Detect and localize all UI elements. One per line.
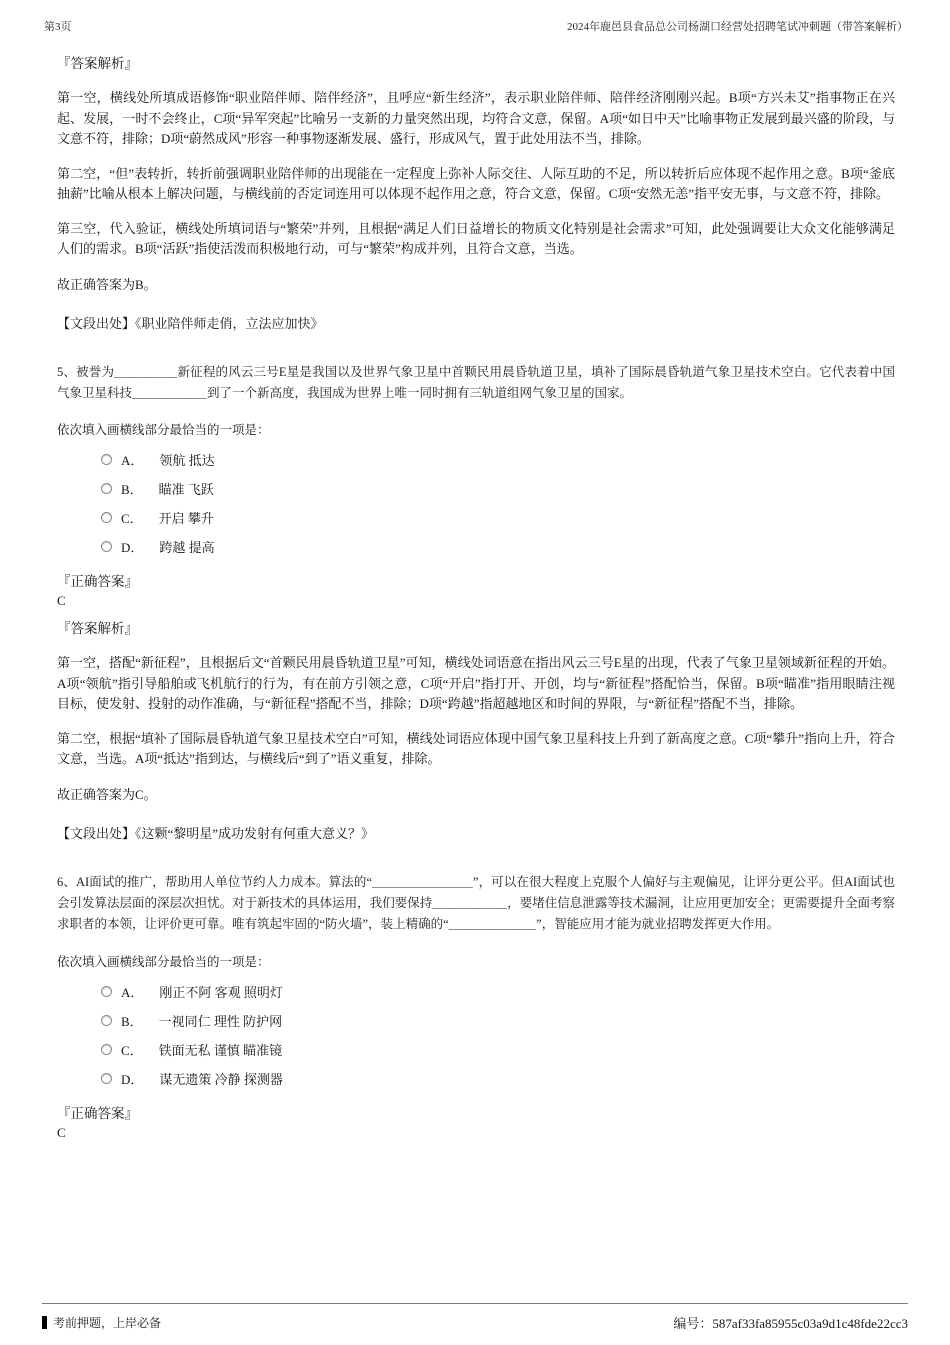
option-text: 铁面无私 谨慎 瞄准镜	[158, 1042, 283, 1058]
options-prompt: 依次填入画横线部分最恰当的一项是：	[57, 423, 270, 438]
option-text: 领航 抵达	[159, 453, 215, 469]
page-header	[44, 18, 908, 34]
answer-analysis-heading: 『答案解析』	[57, 621, 138, 637]
passage-source: 【文段出处】《职业陪伴师走俏，立法应加快》	[57, 315, 324, 331]
options-group-q5	[101, 450, 895, 556]
radio-button-icon[interactable]	[101, 483, 112, 494]
document-body	[57, 46, 895, 1149]
radio-button-icon[interactable]	[101, 1044, 112, 1055]
option-text: 刚正不阿 客观 照明灯	[159, 984, 283, 1000]
option-q5-a[interactable]	[101, 450, 895, 469]
radio-button-icon[interactable]	[101, 1015, 112, 1026]
option-letter: D．	[121, 1071, 144, 1087]
option-letter: C．	[121, 1042, 143, 1058]
option-letter: B．	[121, 482, 143, 498]
question-stem: 5、被誉为＿＿＿＿＿新征程的风云三号E星是我国以及世界气象卫星中首颗民用晨昏轨道卫星，填补了国际晨昏轨道气象卫星技术空白。它代表着中国气象卫星科技＿＿＿＿＿＿到了一个新高度，我国成为世界上唯一同时拥有三轨道组网气象卫星的国家。	[57, 364, 895, 400]
analysis-paragraph: 第二空，“但”表转折，转折前强调职业陪伴师的出现能在一定程度上弥补人际交往、人际互助的不足，所以转折后应体现不起作用之意。B项“釜底抽薪”比喻从根本上解决问题，与横线前的否定词连用可以体现不起作用之意，符合文意，保留。C项“安然无恙”指平安无事，与文意不符，排除。	[57, 165, 895, 202]
question-stem: 6、AI面试的推广，帮助用人单位节约人力成本。算法的“＿＿＿＿＿＿＿＿”，可以在很大程度上克服个人偏好与主观偏见，让评分更公平。但AI面试也会引发算法层面的深层次担忧。对于新技术的具体运用，我们要保持＿＿＿＿＿＿，要堵住信息泄露等技术漏洞，让应用更加安全；更需要提升全面考察求职者的本领，让评价更可靠。唯有筑起牢固的“防火墙”，装上精确的“＿＿＿＿＿＿＿”，智能应用才能为就业招聘发挥更大作用。	[57, 874, 895, 932]
analysis-paragraph: 第二空，根据“填补了国际晨昏轨道气象卫星技术空白”可知，横线处词语应体现中国气象卫星科技上升到了新高度之意。C项“攀升”指向上升，符合文意，当选。A项“抵达”指到达，与横线后“到了”语义重复，排除。	[57, 730, 895, 767]
footer-slogan: 考前押题，上岸必备	[53, 1316, 162, 1330]
analysis-paragraph: 第一空，搭配“新征程”，且根据后文“首颗民用晨昏轨道卫星”可知，横线处词语意在指出风云三号E星的出现，代表了气象卫星领域新征程的开始。A项“领航”指引导船舶或飞机航行的行为，有在前方引领之意，C项“开启”指打开、开创，均与“新征程”搭配恰当，保留。B项“瞄准”指用眼睛注视目标，使发射、投射的动作准确，与“新征程”搭配不当，排除；D项“跨越”指超越地区和时间的界限，与“新征程”搭配不当，排除。	[57, 655, 895, 712]
correct-answer-value: C	[57, 1124, 66, 1140]
correct-answer-line: 故正确答案为B。	[57, 276, 157, 292]
answer-analysis-heading: 『答案解析』	[57, 56, 138, 71]
option-letter: A．	[121, 453, 144, 469]
option-letter: A．	[121, 984, 144, 1000]
option-text: 瞄准 飞跃	[158, 482, 214, 498]
option-q5-b[interactable]	[101, 479, 895, 498]
correct-answer-heading: 『正确答案』	[57, 1105, 138, 1121]
radio-button-icon[interactable]	[101, 512, 112, 523]
passage-source: 【文段出处】《这颗“黎明星”成功发射有何重大意义？》	[57, 825, 375, 841]
correct-answer-line: 故正确答案为C。	[57, 786, 157, 802]
radio-button-icon[interactable]	[101, 1073, 112, 1084]
footer-serial: 编号：587af33fa85955c03a9d1c48fde22cc3	[673, 1316, 908, 1331]
option-q6-c[interactable]	[101, 1040, 895, 1059]
option-letter: C．	[121, 511, 143, 527]
option-q5-d[interactable]	[101, 537, 895, 556]
analysis-paragraph: 第一空，横线处所填成语修饰“职业陪伴师、陪伴经济”，且呼应“新生经济”，表示职业陪伴师、陪伴经济刚刚兴起。B项“方兴未艾”指事物正在兴起、发展，一时不会终止，C项“异军突起”比喻另一支新的力量突然出现，均符合文意，保留。A项“如日中天”比喻事物正发展到最兴盛的阶段，与文意不符，排除；D项“蔚然成风”形容一种事物逐渐发展、盛行，形成风气，置于此处用法不当，排除。	[57, 90, 895, 147]
option-letter: D．	[121, 540, 144, 556]
option-q6-b[interactable]	[101, 1011, 895, 1030]
radio-button-icon[interactable]	[101, 454, 112, 465]
option-letter: B．	[121, 1013, 143, 1029]
option-text: 跨越 提高	[159, 540, 215, 556]
option-text: 谋无遗策 冷静 探测器	[159, 1071, 283, 1087]
option-text: 一视同仁 理性 防护网	[158, 1013, 283, 1029]
page-footer	[42, 1303, 908, 1332]
radio-button-icon[interactable]	[101, 986, 112, 997]
options-prompt: 依次填入画横线部分最恰当的一项是：	[57, 954, 270, 969]
question-6	[57, 872, 895, 1141]
correct-answer-value: C	[57, 593, 66, 609]
options-group-q6	[101, 982, 895, 1088]
doc-title: 2024年鹿邑县食品总公司杨湖口经营处招聘笔试冲刺题（带答案解析）	[567, 21, 908, 33]
question-5	[57, 362, 895, 842]
option-q5-c[interactable]	[101, 508, 895, 527]
page-number: 第3页	[44, 21, 72, 33]
option-q6-a[interactable]	[101, 982, 895, 1001]
correct-answer-heading: 『正确答案』	[57, 574, 138, 590]
radio-button-icon[interactable]	[101, 541, 112, 552]
analysis-paragraph: 第三空，代入验证，横线处所填词语与“繁荣”并列，且根据“满足人们日益增长的物质文化特别是社会需求”可知，此处强调要让大众文化能够满足人们的需求。B项“活跃”指使活泼而积极地行动，可与“繁荣”构成并列，且符合文意，当选。	[57, 220, 895, 257]
footer-left	[42, 1314, 161, 1331]
option-text: 开启 攀升	[158, 511, 214, 527]
footer-marker-icon	[42, 1316, 47, 1329]
option-q6-d[interactable]	[101, 1069, 895, 1088]
